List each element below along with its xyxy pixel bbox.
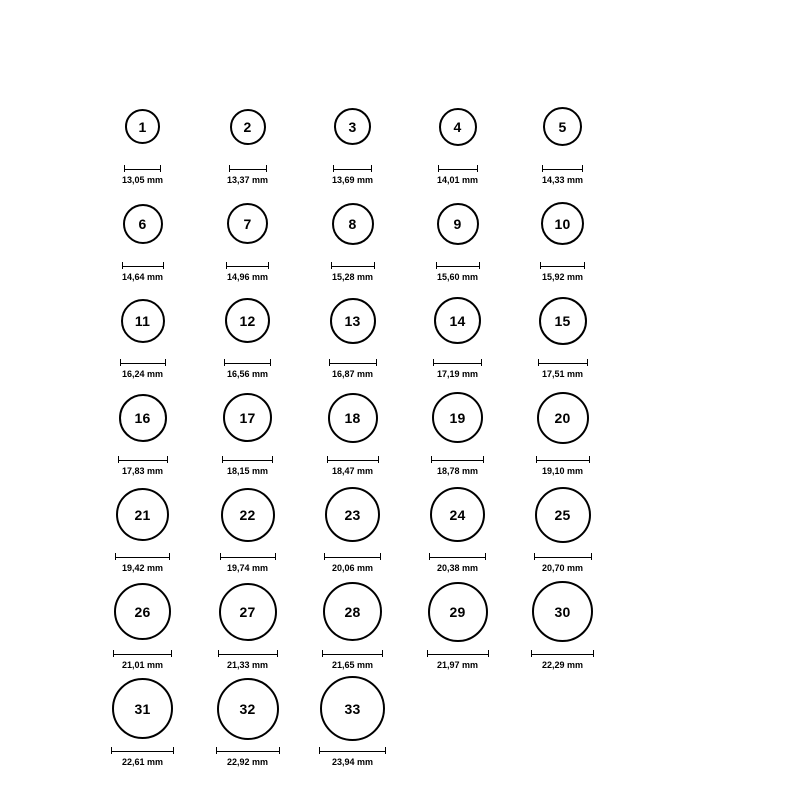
diameter-label: 23,94 mm bbox=[331, 757, 374, 767]
ring-size-number: 20 bbox=[554, 409, 571, 426]
diameter-measure-bar bbox=[329, 357, 377, 368]
ring-size-cell[interactable] bbox=[410, 90, 505, 185]
diameter-label: 21,65 mm bbox=[331, 660, 374, 670]
ring-circle-wrap bbox=[328, 381, 378, 454]
ring-circle[interactable] bbox=[428, 582, 488, 642]
measure-line bbox=[322, 650, 383, 657]
ring-size-cell[interactable] bbox=[305, 478, 400, 573]
ring-circle[interactable] bbox=[532, 581, 593, 642]
ring-size-number: 32 bbox=[239, 700, 256, 717]
ring-size-cell[interactable] bbox=[95, 90, 190, 185]
diameter-label: 21,97 mm bbox=[436, 660, 479, 670]
ring-size-cell[interactable] bbox=[95, 478, 190, 573]
ring-size-number: 19 bbox=[449, 409, 466, 426]
diameter-label: 21,01 mm bbox=[121, 660, 164, 670]
diameter-measure-bar bbox=[111, 745, 174, 756]
diameter-measure-bar bbox=[319, 745, 386, 756]
ring-circle-wrap bbox=[116, 478, 169, 551]
measure-line bbox=[538, 359, 588, 366]
ring-circle-wrap bbox=[219, 575, 277, 648]
measure-line bbox=[113, 650, 172, 657]
ring-size-number: 33 bbox=[344, 700, 361, 717]
ring-size-cell[interactable] bbox=[515, 381, 610, 476]
ring-circle-wrap bbox=[430, 478, 485, 551]
ring-circle[interactable] bbox=[225, 298, 270, 343]
diameter-label: 16,56 mm bbox=[226, 369, 269, 379]
ring-circle-wrap bbox=[121, 284, 165, 357]
ring-circle[interactable] bbox=[217, 678, 279, 740]
measure-line bbox=[216, 747, 280, 754]
ring-circle[interactable] bbox=[323, 582, 382, 641]
ring-circle[interactable] bbox=[432, 392, 483, 443]
ring-circle[interactable] bbox=[332, 203, 374, 245]
ring-circle[interactable] bbox=[334, 108, 371, 145]
ring-circle-wrap bbox=[330, 284, 376, 357]
ring-size-number: 7 bbox=[243, 215, 252, 232]
ring-circle-wrap bbox=[123, 187, 163, 260]
ring-circle-wrap bbox=[325, 478, 380, 551]
measure-line bbox=[222, 456, 273, 463]
ring-size-cell[interactable] bbox=[305, 575, 400, 670]
ring-size-number: 8 bbox=[348, 215, 357, 232]
ring-circle[interactable] bbox=[535, 487, 591, 543]
measure-line bbox=[226, 262, 269, 269]
ring-circle[interactable] bbox=[430, 487, 485, 542]
ring-size-cell[interactable] bbox=[410, 478, 505, 573]
diameter-label: 22,92 mm bbox=[226, 757, 269, 767]
ring-size-number: 31 bbox=[134, 700, 151, 717]
ring-size-number: 2 bbox=[243, 118, 252, 135]
diameter-measure-bar bbox=[331, 260, 375, 271]
ring-size-cell[interactable] bbox=[95, 575, 190, 670]
ring-size-number: 22 bbox=[239, 506, 256, 523]
ring-size-cell[interactable] bbox=[95, 672, 190, 767]
diameter-label: 13,69 mm bbox=[331, 175, 374, 185]
ring-circle-wrap bbox=[537, 381, 589, 454]
diameter-measure-bar bbox=[115, 551, 170, 562]
diameter-measure-bar bbox=[431, 454, 484, 465]
ring-size-number: 29 bbox=[449, 603, 466, 620]
diameter-measure-bar bbox=[427, 648, 489, 659]
diameter-measure-bar bbox=[540, 260, 585, 271]
ring-circle[interactable] bbox=[537, 392, 589, 444]
diameter-measure-bar bbox=[122, 260, 164, 271]
diameter-measure-bar bbox=[113, 648, 172, 659]
diameter-measure-bar bbox=[542, 163, 583, 174]
diameter-measure-bar bbox=[120, 357, 166, 368]
ring-circle[interactable] bbox=[230, 109, 266, 145]
diameter-label: 17,83 mm bbox=[121, 466, 164, 476]
ring-size-cell[interactable] bbox=[515, 575, 610, 670]
diameter-measure-bar bbox=[226, 260, 269, 271]
diameter-measure-bar bbox=[322, 648, 383, 659]
ring-circle-wrap bbox=[125, 90, 160, 163]
measure-line bbox=[122, 262, 164, 269]
measure-line bbox=[536, 456, 590, 463]
ring-circle-wrap bbox=[217, 672, 279, 745]
ring-size-number: 15 bbox=[554, 312, 571, 329]
diameter-label: 15,60 mm bbox=[436, 272, 479, 282]
measure-line bbox=[224, 359, 271, 366]
diameter-measure-bar bbox=[534, 551, 592, 562]
ring-size-number: 10 bbox=[554, 215, 571, 232]
ring-size-cell[interactable] bbox=[200, 284, 295, 379]
ring-size-number: 27 bbox=[239, 603, 256, 620]
diameter-measure-bar bbox=[218, 648, 278, 659]
ring-size-number: 6 bbox=[138, 215, 147, 232]
diameter-label: 14,96 mm bbox=[226, 272, 269, 282]
diameter-label: 15,28 mm bbox=[331, 272, 374, 282]
ring-size-cell[interactable] bbox=[200, 381, 295, 476]
diameter-measure-bar bbox=[118, 454, 168, 465]
measure-line bbox=[431, 456, 484, 463]
diameter-label: 19,74 mm bbox=[226, 563, 269, 573]
diameter-measure-bar bbox=[438, 163, 478, 174]
measure-line bbox=[427, 650, 489, 657]
diameter-measure-bar bbox=[324, 551, 381, 562]
ring-size-cell[interactable] bbox=[515, 187, 610, 282]
ring-size-number: 23 bbox=[344, 506, 361, 523]
ring-circle[interactable] bbox=[439, 108, 477, 146]
ring-size-cell[interactable] bbox=[200, 575, 295, 670]
diameter-label: 13,37 mm bbox=[226, 175, 269, 185]
measure-line bbox=[534, 553, 592, 560]
ring-size-number: 26 bbox=[134, 603, 151, 620]
measure-line bbox=[333, 165, 372, 172]
diameter-label: 16,24 mm bbox=[121, 369, 164, 379]
ring-circle-wrap bbox=[541, 187, 584, 260]
measure-line bbox=[327, 456, 379, 463]
diameter-label: 22,61 mm bbox=[121, 757, 164, 767]
measure-line bbox=[220, 553, 276, 560]
diameter-label: 13,05 mm bbox=[121, 175, 164, 185]
measure-line bbox=[118, 456, 168, 463]
measure-line bbox=[429, 553, 486, 560]
ring-circle-wrap bbox=[320, 672, 385, 745]
diameter-label: 19,10 mm bbox=[541, 466, 584, 476]
ring-size-cell[interactable] bbox=[410, 575, 505, 670]
ring-size-cell[interactable] bbox=[200, 90, 295, 185]
measure-line bbox=[218, 650, 278, 657]
measure-line bbox=[438, 165, 478, 172]
ring-size-number: 17 bbox=[239, 409, 256, 426]
diameter-measure-bar bbox=[220, 551, 276, 562]
ring-size-grid bbox=[95, 90, 715, 769]
ring-size-number: 21 bbox=[134, 506, 151, 523]
ring-circle[interactable] bbox=[328, 393, 378, 443]
diameter-measure-bar bbox=[327, 454, 379, 465]
ring-circle-wrap bbox=[535, 478, 591, 551]
ring-circle[interactable] bbox=[119, 394, 167, 442]
ring-circle[interactable] bbox=[219, 583, 277, 641]
ring-size-number: 18 bbox=[344, 409, 361, 426]
ring-circle[interactable] bbox=[227, 203, 268, 244]
diameter-measure-bar bbox=[222, 454, 273, 465]
diameter-label: 14,33 mm bbox=[541, 175, 584, 185]
ring-size-cell[interactable] bbox=[305, 187, 400, 282]
ring-circle[interactable] bbox=[325, 487, 380, 542]
diameter-label: 14,64 mm bbox=[121, 272, 164, 282]
ring-size-cell[interactable] bbox=[305, 90, 400, 185]
measure-line bbox=[324, 553, 381, 560]
ring-circle[interactable] bbox=[123, 204, 163, 244]
ring-size-cell[interactable] bbox=[305, 672, 400, 767]
ring-circle-wrap bbox=[112, 672, 173, 745]
ring-size-number: 9 bbox=[453, 215, 462, 232]
ring-size-cell[interactable] bbox=[410, 187, 505, 282]
diameter-label: 18,78 mm bbox=[436, 466, 479, 476]
measure-line bbox=[531, 650, 594, 657]
ring-circle[interactable] bbox=[539, 297, 587, 345]
diameter-label: 16,87 mm bbox=[331, 369, 374, 379]
diameter-label: 20,06 mm bbox=[331, 563, 374, 573]
ring-circle-wrap bbox=[227, 187, 268, 260]
ring-circle-wrap bbox=[223, 381, 272, 454]
diameter-label: 20,70 mm bbox=[541, 563, 584, 573]
diameter-measure-bar bbox=[429, 551, 486, 562]
diameter-label: 14,01 mm bbox=[436, 175, 479, 185]
diameter-label: 21,33 mm bbox=[226, 660, 269, 670]
ring-circle[interactable] bbox=[121, 299, 165, 343]
ring-circle[interactable] bbox=[541, 202, 584, 245]
diameter-measure-bar bbox=[531, 648, 594, 659]
diameter-measure-bar bbox=[536, 454, 590, 465]
diameter-label: 20,38 mm bbox=[436, 563, 479, 573]
ring-size-number: 3 bbox=[348, 118, 357, 135]
measure-line bbox=[329, 359, 377, 366]
measure-line bbox=[331, 262, 375, 269]
ring-size-number: 25 bbox=[554, 506, 571, 523]
ring-size-number: 13 bbox=[344, 312, 361, 329]
ring-size-number: 12 bbox=[239, 312, 256, 329]
measure-line bbox=[540, 262, 585, 269]
ring-circle[interactable] bbox=[437, 203, 479, 245]
ring-size-number: 16 bbox=[134, 409, 151, 426]
ring-circle-wrap bbox=[225, 284, 270, 357]
diameter-measure-bar bbox=[436, 260, 480, 271]
ring-circle-wrap bbox=[437, 187, 479, 260]
measure-line bbox=[433, 359, 482, 366]
ring-size-number: 14 bbox=[449, 312, 466, 329]
ring-circle[interactable] bbox=[112, 678, 173, 739]
diameter-label: 15,92 mm bbox=[541, 272, 584, 282]
ring-circle-wrap bbox=[332, 187, 374, 260]
ring-circle-wrap bbox=[539, 284, 587, 357]
ring-circle-wrap bbox=[532, 575, 593, 648]
measure-line bbox=[319, 747, 386, 754]
ring-circle-wrap bbox=[334, 90, 371, 163]
ring-circle-wrap bbox=[543, 90, 582, 163]
ring-circle[interactable] bbox=[114, 583, 171, 640]
diameter-measure-bar bbox=[538, 357, 588, 368]
ring-size-cell[interactable] bbox=[200, 478, 295, 573]
ring-size-number: 4 bbox=[453, 118, 462, 135]
ring-size-number: 11 bbox=[134, 312, 151, 329]
ring-size-number: 24 bbox=[449, 506, 466, 523]
ring-circle-wrap bbox=[230, 90, 266, 163]
measure-line bbox=[120, 359, 166, 366]
ring-size-number: 28 bbox=[344, 603, 361, 620]
ring-size-cell[interactable] bbox=[515, 478, 610, 573]
ring-circle[interactable] bbox=[543, 107, 582, 146]
measure-line bbox=[124, 165, 161, 172]
diameter-label: 18,47 mm bbox=[331, 466, 374, 476]
measure-line bbox=[111, 747, 174, 754]
measure-line bbox=[115, 553, 170, 560]
ring-circle-wrap bbox=[323, 575, 382, 648]
measure-line bbox=[436, 262, 480, 269]
ring-size-cell[interactable] bbox=[200, 672, 295, 767]
ring-size-number: 5 bbox=[558, 118, 567, 135]
ring-size-cell[interactable] bbox=[305, 284, 400, 379]
ring-circle[interactable] bbox=[116, 488, 169, 541]
ring-size-cell[interactable] bbox=[305, 381, 400, 476]
ring-size-number: 30 bbox=[554, 603, 571, 620]
ring-circle[interactable] bbox=[125, 109, 160, 144]
diameter-label: 22,29 mm bbox=[541, 660, 584, 670]
ring-size-cell[interactable] bbox=[95, 187, 190, 282]
diameter-measure-bar bbox=[229, 163, 267, 174]
diameter-measure-bar bbox=[224, 357, 271, 368]
diameter-measure-bar bbox=[124, 163, 161, 174]
ring-circle-wrap bbox=[221, 478, 275, 551]
ring-size-cell[interactable] bbox=[410, 381, 505, 476]
ring-circle-wrap bbox=[434, 284, 481, 357]
ring-circle[interactable] bbox=[221, 488, 275, 542]
ring-size-cell[interactable] bbox=[95, 284, 190, 379]
ring-circle-wrap bbox=[428, 575, 488, 648]
ring-circle[interactable] bbox=[223, 393, 272, 442]
ring-size-cell[interactable] bbox=[95, 381, 190, 476]
diameter-measure-bar bbox=[433, 357, 482, 368]
ring-circle-wrap bbox=[439, 90, 477, 163]
diameter-label: 19,42 mm bbox=[121, 563, 164, 573]
measure-line bbox=[542, 165, 583, 172]
ring-circle-wrap bbox=[114, 575, 171, 648]
ring-circle[interactable] bbox=[330, 298, 376, 344]
ring-circle[interactable] bbox=[434, 297, 481, 344]
diameter-label: 18,15 mm bbox=[226, 466, 269, 476]
ring-size-number: 1 bbox=[138, 118, 147, 135]
ring-circle-wrap bbox=[119, 381, 167, 454]
ring-circle[interactable] bbox=[320, 676, 385, 741]
diameter-measure-bar bbox=[216, 745, 280, 756]
ring-circle-wrap bbox=[432, 381, 483, 454]
diameter-measure-bar bbox=[333, 163, 372, 174]
ring-size-cell[interactable] bbox=[410, 284, 505, 379]
ring-size-cell[interactable] bbox=[515, 90, 610, 185]
measure-line bbox=[229, 165, 267, 172]
ring-size-cell[interactable] bbox=[515, 284, 610, 379]
ring-size-cell[interactable] bbox=[200, 187, 295, 282]
diameter-label: 17,51 mm bbox=[541, 369, 584, 379]
diameter-label: 17,19 mm bbox=[436, 369, 479, 379]
